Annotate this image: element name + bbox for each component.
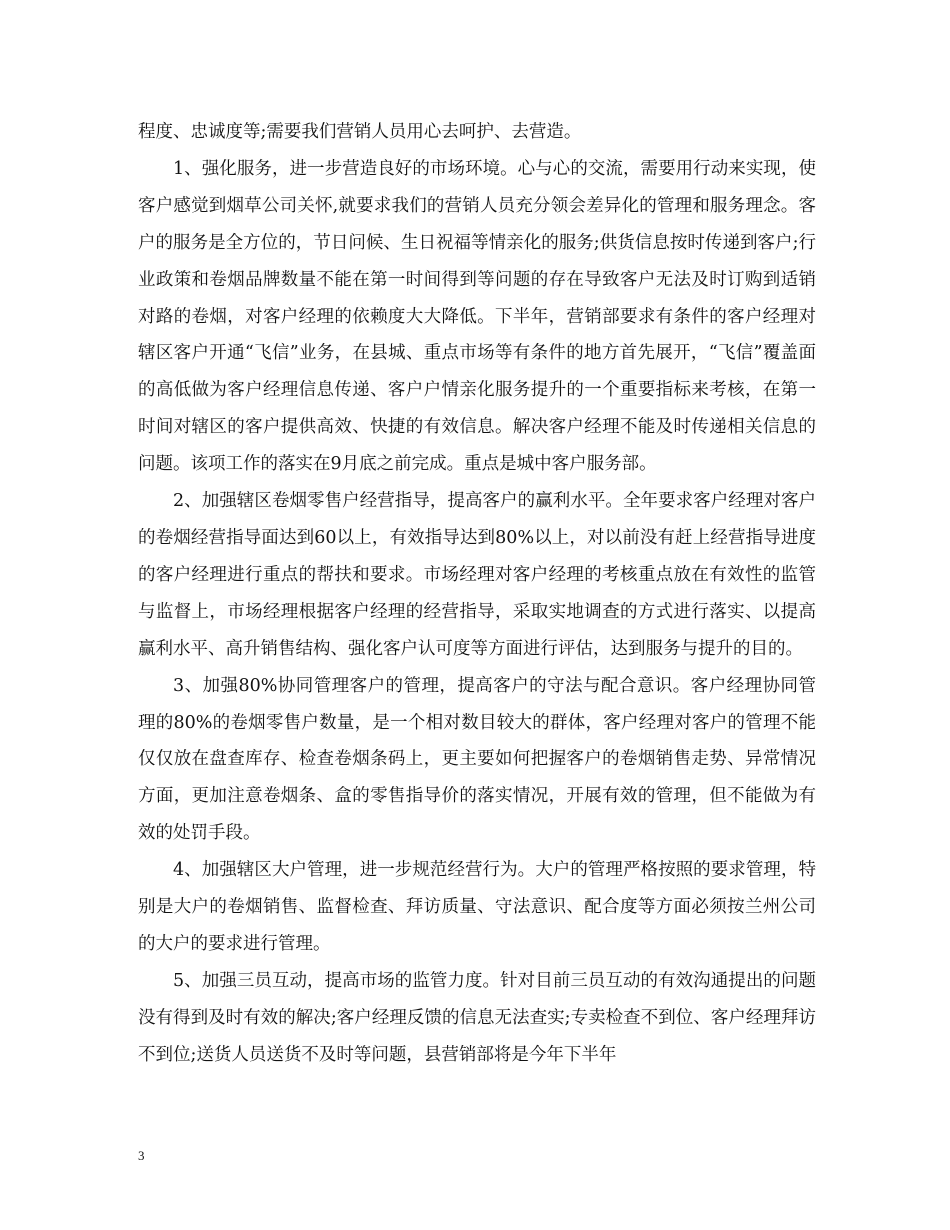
document-body (138, 114, 816, 1074)
paragraph-item-1-service: 1、强化服务，进一步营造良好的市场环境。心与心的交流，需要用行动来实现，使客户感觉到烟草公司关怀,就要求我们的营销人员充分领会差异化的管理和服务理念。客户的服务是全方位的，节日问候、生日祝福等情亲化的服务;供货信息按时传递到客户;行业政策和卷烟品牌数量不能在第一时间得到等问题的存在导致客户无法及时订购到适销对路的卷烟，对客户经理的依赖度大大降低。下半年，营销部要求有条件的客户经理对辖区客户开通“飞信”业务，在县城、重点市场等有条件的地方首先展开，“飞信”覆盖面的高低做为客户经理信息传递、客户户情亲化服务提升的一个重要指标来考核，在第一时间对辖区的客户提供高效、快捷的有效信息。解决客户经理不能及时传递相关信息的问题。该项工作的落实在9月底之前完成。重点是城中客户服务部。 (138, 158, 816, 475)
paragraph-item-4-large-accounts: 4、加强辖区大户管理，进一步规范经营行为。大户的管理严格按照的要求管理，特别是大户的卷烟销售、监督检查、拜访质量、守法意识、配合度等方面必须按兰州公司的大户的要求进行管理。 (138, 860, 816, 954)
paragraph-continuation: 程度、忠诚度等;需要我们营销人员用心去呵护、去营造。 (138, 122, 582, 142)
paragraph-item-3-cooperative-management: 3、加强80%协同管理客户的管理，提高客户的守法与配合意识。客户经理协同管理的80%的卷烟零售户数量，是一个相对数目较大的群体，客户经理对客户的管理不能仅仅放在盘查库存、检查卷烟条码上，更主要如何把握客户的卷烟销售走势、异常情况方面，更加注意卷烟条、盒的零售指导价的落实情况，开展有效的管理，但不能做为有效的处罚手段。 (138, 675, 816, 844)
page-number: 3 (138, 1148, 145, 1163)
paragraph-item-2-guidance: 2、加强辖区卷烟零售户经营指导，提高客户的赢利水平。全年要求客户经理对客户的卷烟经营指导面达到60以上，有效指导达到80%以上，对以前没有赶上经营指导进度的客户经理进行重点的帮扶和要求。市场经理对客户经理的考核重点放在有效性的监管与监督上，市场经理根据客户经理的经营指导，采取实地调查的方式进行落实、以提高赢利水平、高升销售结构、强化客户认可度等方面进行评估，达到服务与提升的目的。 (138, 491, 816, 659)
paragraph-item-5-interaction: 5、加强三员互动，提高市场的监管力度。针对目前三员互动的有效沟通提出的问题没有得到及时有效的解决;客户经理反馈的信息无法查实;专卖检查不到位、客户经理拜访不到位;送货人员送货不及时等问题，县营销部将是今年下半年 (138, 970, 816, 1065)
